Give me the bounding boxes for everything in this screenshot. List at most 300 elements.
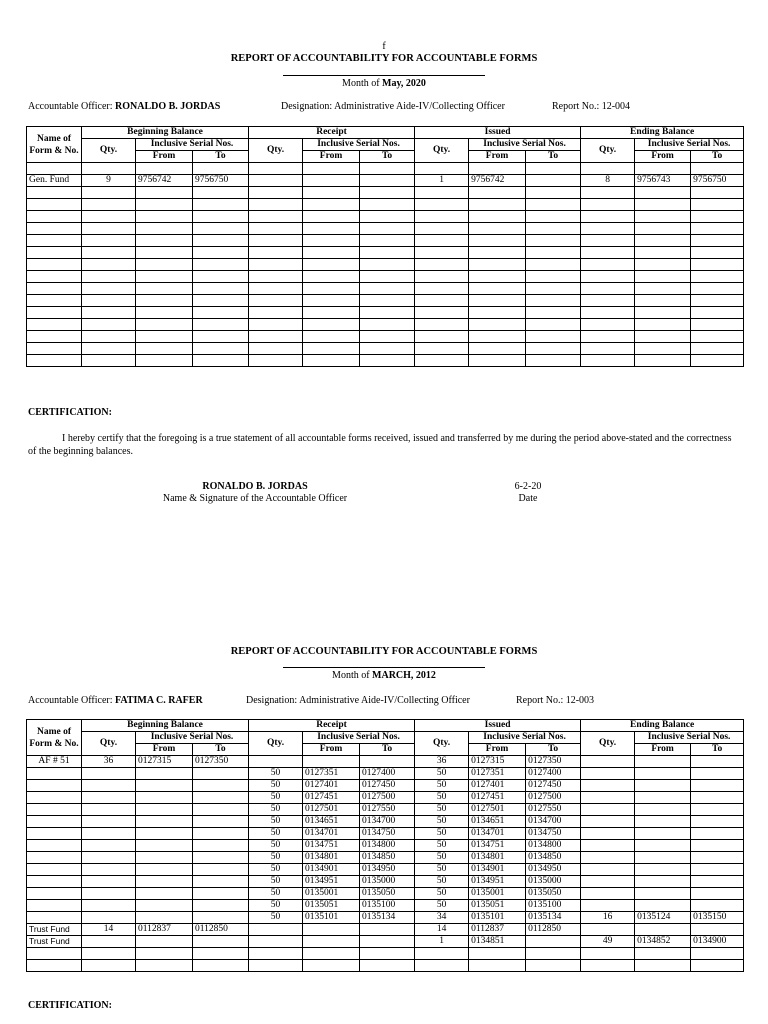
table-cell (360, 936, 415, 948)
table-row (27, 900, 744, 912)
table-cell (136, 912, 193, 924)
table-cell (136, 780, 193, 792)
report1-report-no (552, 101, 630, 112)
table-cell: 34 (415, 912, 469, 924)
table-cell (581, 223, 635, 235)
table-cell (193, 864, 249, 876)
table-cell: 0134800 (360, 840, 415, 852)
table-cell (526, 271, 581, 283)
table-cell (193, 900, 249, 912)
report2-designation-label: Designation: (246, 695, 298, 706)
table-cell (691, 756, 744, 768)
table-cell (303, 187, 360, 199)
report1-designation-value: Administrative Aide-IV/Collecting Officer (334, 101, 505, 112)
table-cell (193, 780, 249, 792)
table-cell: 50 (415, 828, 469, 840)
page-mark: f (382, 41, 386, 52)
table-cell (249, 187, 303, 199)
table-cell: 0127315 (469, 756, 526, 768)
table-cell (27, 307, 82, 319)
table-cell (82, 235, 136, 247)
table-cell: 0127350 (526, 756, 581, 768)
table-cell (635, 283, 691, 295)
table-cell: 0135124 (635, 912, 691, 924)
table-cell (581, 295, 635, 307)
table-cell (82, 780, 136, 792)
table-cell (635, 199, 691, 211)
table-cell (249, 960, 303, 972)
table-cell (136, 876, 193, 888)
table-row (27, 175, 744, 187)
table-cell: 50 (415, 864, 469, 876)
table-cell (249, 355, 303, 367)
table-cell (303, 924, 360, 936)
table-cell (303, 343, 360, 355)
table-cell (360, 199, 415, 211)
table-cell (415, 295, 469, 307)
table-cell (360, 271, 415, 283)
table-cell (303, 756, 360, 768)
table-cell (691, 223, 744, 235)
table-cell (581, 756, 635, 768)
table-cell (136, 888, 193, 900)
report1-report-no-label: Report No.: (552, 101, 600, 112)
table-cell: 14 (415, 924, 469, 936)
table-cell (136, 852, 193, 864)
table-cell (691, 283, 744, 295)
table-cell (136, 331, 193, 343)
table-cell: 0134701 (469, 828, 526, 840)
table-cell (469, 247, 526, 259)
header-qty: Qty. (581, 732, 635, 756)
table-cell (691, 768, 744, 780)
header-inclusive-serial: Inclusive Serial Nos. (469, 139, 581, 151)
table-cell: 50 (249, 864, 303, 876)
report1-officer-name: RONALDO B. JORDAS (115, 101, 221, 112)
table-cell (691, 876, 744, 888)
table-cell (136, 816, 193, 828)
table-cell (82, 948, 136, 960)
table-cell (526, 163, 581, 175)
report2-table-body (27, 756, 744, 972)
table-cell (82, 792, 136, 804)
table-cell (193, 235, 249, 247)
table-row (27, 259, 744, 271)
table-row (27, 888, 744, 900)
header-issued: Issued (415, 127, 581, 139)
table-cell: 49 (581, 936, 635, 948)
table-cell (82, 163, 136, 175)
table-cell: 1 (415, 936, 469, 948)
table-cell: 50 (249, 804, 303, 816)
table-row (27, 343, 744, 355)
table-cell: 0135001 (303, 888, 360, 900)
table-cell: 0134850 (360, 852, 415, 864)
report1-month-value: May, 2020 (382, 78, 426, 89)
table-cell (691, 163, 744, 175)
table-row (27, 828, 744, 840)
header-inclusive-serial: Inclusive Serial Nos. (635, 139, 744, 151)
header-from: From (136, 744, 193, 756)
table-cell: 0127450 (360, 780, 415, 792)
table-cell (360, 223, 415, 235)
table-cell: 50 (415, 852, 469, 864)
header-qty: Qty. (82, 732, 136, 756)
table-cell (635, 852, 691, 864)
table-cell: 0127401 (469, 780, 526, 792)
table-cell (415, 271, 469, 283)
header-to: To (193, 744, 249, 756)
table-cell (303, 235, 360, 247)
table-cell: 0135134 (526, 912, 581, 924)
table-cell (415, 307, 469, 319)
table-row (27, 283, 744, 295)
table-cell: 0134700 (526, 816, 581, 828)
table-cell (193, 888, 249, 900)
table-cell (635, 235, 691, 247)
table-cell (27, 187, 82, 199)
table-cell (415, 259, 469, 271)
form-name-cell (27, 852, 82, 864)
table-cell (136, 343, 193, 355)
table-cell (635, 960, 691, 972)
report1-date-caption: Date (518, 493, 538, 504)
table-cell (635, 864, 691, 876)
report2-certification-heading: CERTIFICATION: (28, 1000, 112, 1011)
table-cell (303, 271, 360, 283)
table-cell (82, 864, 136, 876)
table-cell (469, 343, 526, 355)
table-cell (469, 223, 526, 235)
table-cell: 0135051 (303, 900, 360, 912)
form-name-cell (27, 876, 82, 888)
table-cell: 0127451 (303, 792, 360, 804)
table-row (27, 840, 744, 852)
table-cell: 0134750 (526, 828, 581, 840)
table-cell (136, 792, 193, 804)
table-cell: 0127501 (469, 804, 526, 816)
table-cell (360, 756, 415, 768)
table-cell (635, 948, 691, 960)
header-ending-balance: Ending Balance (581, 720, 744, 732)
table-cell (526, 199, 581, 211)
table-cell (249, 271, 303, 283)
table-cell (526, 187, 581, 199)
table-cell (635, 319, 691, 331)
table-cell (635, 355, 691, 367)
table-cell (691, 199, 744, 211)
header-qty: Qty. (249, 139, 303, 163)
report1-table (26, 126, 744, 367)
table-cell (415, 343, 469, 355)
table-cell (415, 948, 469, 960)
header-to: To (360, 744, 415, 756)
table-cell (303, 175, 360, 187)
table-cell (635, 816, 691, 828)
table-cell (360, 259, 415, 271)
table-cell (82, 283, 136, 295)
table-cell (526, 283, 581, 295)
table-cell: 50 (249, 912, 303, 924)
table-cell (82, 343, 136, 355)
table-cell (526, 343, 581, 355)
table-cell (360, 283, 415, 295)
table-cell (136, 295, 193, 307)
table-cell (526, 211, 581, 223)
table-cell (360, 247, 415, 259)
table-cell (27, 343, 82, 355)
table-cell (581, 816, 635, 828)
table-cell (303, 355, 360, 367)
table-cell: 16 (581, 912, 635, 924)
table-cell: 0135050 (526, 888, 581, 900)
table-cell (249, 924, 303, 936)
table-cell (635, 756, 691, 768)
table-cell (415, 223, 469, 235)
table-cell (193, 768, 249, 780)
table-cell: 50 (415, 768, 469, 780)
form-name-cell (27, 780, 82, 792)
table-cell: 50 (249, 900, 303, 912)
table-cell (635, 271, 691, 283)
report2-designation (246, 695, 470, 706)
table-cell (526, 175, 581, 187)
table-cell (303, 307, 360, 319)
table-cell: 0134852 (635, 936, 691, 948)
table-cell (581, 283, 635, 295)
table-cell: 50 (249, 828, 303, 840)
table-cell (691, 187, 744, 199)
table-cell: 9756750 (691, 175, 744, 187)
table-cell (415, 247, 469, 259)
table-cell: 50 (415, 888, 469, 900)
table-cell: 0134801 (303, 852, 360, 864)
form-name-cell (27, 816, 82, 828)
table-cell: 0127500 (360, 792, 415, 804)
report2-report-no (516, 695, 594, 706)
table-cell (469, 199, 526, 211)
header-to: To (526, 151, 581, 163)
table-cell (136, 187, 193, 199)
table-cell: 0127550 (526, 804, 581, 816)
table-cell (691, 840, 744, 852)
table-cell (193, 816, 249, 828)
table-cell (469, 235, 526, 247)
table-cell (360, 307, 415, 319)
table-cell: 0135000 (526, 876, 581, 888)
table-cell (635, 840, 691, 852)
table-cell: 0127400 (360, 768, 415, 780)
table-cell (360, 211, 415, 223)
header-inclusive-serial: Inclusive Serial Nos. (635, 732, 744, 744)
table-cell (635, 247, 691, 259)
table-cell: 0134901 (469, 864, 526, 876)
table-row (27, 295, 744, 307)
table-cell (469, 163, 526, 175)
table-cell (136, 864, 193, 876)
table-cell (581, 852, 635, 864)
table-cell (136, 271, 193, 283)
table-cell (526, 331, 581, 343)
table-cell (193, 319, 249, 331)
table-cell: 0127350 (193, 756, 249, 768)
header-to: To (691, 151, 744, 163)
table-cell (526, 960, 581, 972)
table-cell (469, 211, 526, 223)
table-cell (581, 888, 635, 900)
table-cell (303, 211, 360, 223)
table-row (27, 355, 744, 367)
form-name-cell (27, 864, 82, 876)
table-row (27, 187, 744, 199)
table-cell (691, 307, 744, 319)
table-cell (581, 271, 635, 283)
table-cell (526, 948, 581, 960)
table-cell (27, 283, 82, 295)
header-qty: Qty. (82, 139, 136, 163)
table-cell: 0127315 (136, 756, 193, 768)
table-cell (82, 247, 136, 259)
table-cell (136, 804, 193, 816)
report2-officer-label: Accountable Officer: (28, 695, 113, 706)
table-cell (581, 259, 635, 271)
table-cell: 9756742 (136, 175, 193, 187)
table-cell (691, 888, 744, 900)
table-row (27, 223, 744, 235)
table-row (27, 816, 744, 828)
header-issued: Issued (415, 720, 581, 732)
table-cell (635, 343, 691, 355)
table-cell (360, 960, 415, 972)
table-cell (691, 235, 744, 247)
table-cell (360, 948, 415, 960)
report2-designation-value: Administrative Aide-IV/Collecting Officer (299, 695, 470, 706)
table-cell: 0135100 (360, 900, 415, 912)
table-cell (249, 936, 303, 948)
report1-designation (281, 101, 505, 112)
table-cell (27, 247, 82, 259)
table-cell (691, 924, 744, 936)
table-cell (82, 271, 136, 283)
table-cell: 9756743 (635, 175, 691, 187)
header-receipt: Receipt (249, 720, 415, 732)
table-cell (136, 355, 193, 367)
table-cell: 0134951 (303, 876, 360, 888)
table-cell (193, 355, 249, 367)
header-inclusive-serial: Inclusive Serial Nos. (303, 139, 415, 151)
table-cell (360, 175, 415, 187)
table-cell (193, 804, 249, 816)
table-cell (691, 355, 744, 367)
table-cell (691, 295, 744, 307)
header-to: To (691, 744, 744, 756)
table-cell (82, 295, 136, 307)
table-cell (469, 307, 526, 319)
table-cell (193, 247, 249, 259)
table-cell (27, 223, 82, 235)
table-cell (469, 259, 526, 271)
form-name-cell: Trust Fund (27, 924, 82, 936)
table-cell (635, 163, 691, 175)
table-cell (526, 223, 581, 235)
table-cell (82, 355, 136, 367)
table-cell (415, 331, 469, 343)
form-name-cell (27, 768, 82, 780)
table-cell: 0127450 (526, 780, 581, 792)
table-cell (136, 828, 193, 840)
table-cell (82, 936, 136, 948)
report1-signer-caption: Name & Signature of the Accountable Officer (162, 493, 348, 504)
table-cell (136, 223, 193, 235)
table-cell (193, 283, 249, 295)
table-cell (469, 295, 526, 307)
table-cell: 0134851 (469, 936, 526, 948)
table-cell (691, 948, 744, 960)
table-cell: 8 (581, 175, 635, 187)
report2-month-label: Month of (332, 670, 370, 681)
table-cell (82, 828, 136, 840)
report2-month-value: MARCH, 2012 (372, 670, 436, 681)
table-cell (82, 876, 136, 888)
form-name-cell (27, 900, 82, 912)
header-qty: Qty. (249, 732, 303, 756)
table-row (27, 307, 744, 319)
header-inclusive-serial: Inclusive Serial Nos. (303, 732, 415, 744)
table-cell (249, 756, 303, 768)
header-from: From (303, 151, 360, 163)
table-row (27, 876, 744, 888)
table-cell (415, 211, 469, 223)
table-cell (249, 331, 303, 343)
table-cell: 50 (249, 840, 303, 852)
table-cell (193, 295, 249, 307)
table-cell (635, 876, 691, 888)
table-cell: 36 (82, 756, 136, 768)
table-cell (136, 768, 193, 780)
table-cell: 0134651 (469, 816, 526, 828)
table-cell: 50 (249, 876, 303, 888)
form-name-cell (27, 840, 82, 852)
table-cell: 50 (415, 840, 469, 852)
table-cell (526, 259, 581, 271)
table-cell (581, 187, 635, 199)
table-cell: 50 (249, 780, 303, 792)
header-qty: Qty. (415, 732, 469, 756)
table-cell (635, 768, 691, 780)
table-cell: 50 (249, 852, 303, 864)
table-cell (303, 331, 360, 343)
table-cell: 9 (82, 175, 136, 187)
table-cell: 0127451 (469, 792, 526, 804)
table-cell (27, 948, 82, 960)
header-from: From (136, 151, 193, 163)
table-cell (193, 840, 249, 852)
table-cell (526, 936, 581, 948)
table-cell (136, 948, 193, 960)
header-inclusive-serial: Inclusive Serial Nos. (469, 732, 581, 744)
table-cell (82, 768, 136, 780)
table-row (27, 804, 744, 816)
table-cell (635, 187, 691, 199)
table-cell (691, 247, 744, 259)
table-cell (27, 211, 82, 223)
table-row (27, 319, 744, 331)
report2-report-no-label: Report No.: (516, 695, 564, 706)
header-from: From (469, 151, 526, 163)
table-cell: 0112850 (193, 924, 249, 936)
table-row (27, 852, 744, 864)
table-cell (581, 948, 635, 960)
